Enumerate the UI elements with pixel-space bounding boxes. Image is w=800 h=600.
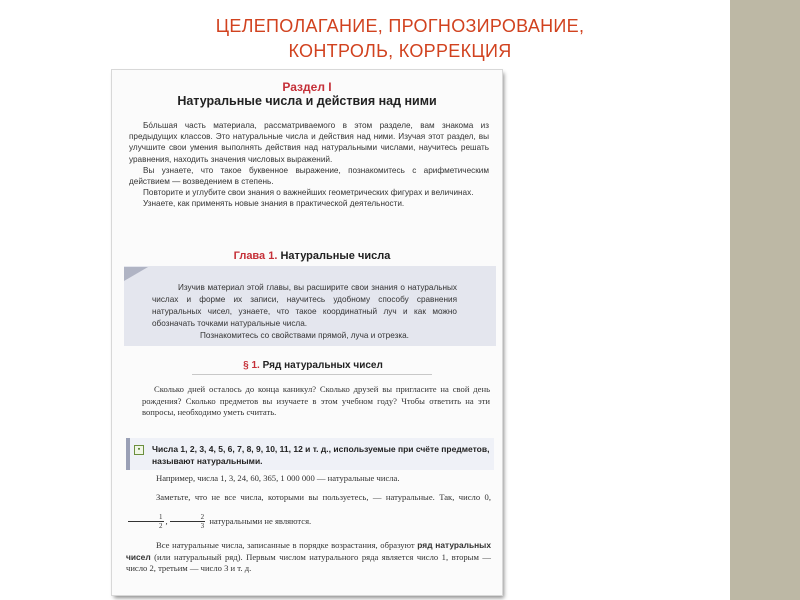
chapter-name: Натуральные числа	[280, 250, 391, 262]
fraction-two-thirds: $\frac{2}{3}$	[170, 513, 206, 530]
paragraph-name: Ряд натуральных чисел	[262, 360, 383, 371]
slide-title	[170, 14, 630, 64]
paragraph-number: § 1.	[243, 360, 260, 371]
section-label: Раздел I	[282, 80, 332, 94]
slide-title-line1: ЦЕЛЕПОЛАГАНИЕ, ПРОГНОЗИРОВАНИЕ,	[215, 16, 585, 36]
book-icon: ▪	[134, 445, 144, 455]
example-line: Например, числа 1, 3, 24, 60, 365, 1 000 000 — натуральные числа.	[156, 473, 400, 483]
textbook-page	[112, 70, 502, 595]
chapter-intro-paragraph: Познакомитесь со свойствами прямой, луча и отрезка.	[200, 331, 409, 340]
section-intro	[129, 120, 489, 210]
section-title: Натуральные числа и действия над ними	[177, 94, 437, 108]
definition-bar	[126, 438, 130, 470]
side-panel	[730, 0, 800, 600]
examples-text	[126, 473, 491, 531]
paragraph-heading	[138, 360, 488, 371]
natural-row-term: ряд натуральных чисел	[126, 540, 491, 562]
paragraph-underline	[192, 374, 432, 375]
example-line-fractions: Заметьте, что не все числа, которыми вы пользуетесь, — натуральные. Так, число 0, $\frac{1}{2}$ , $\frac{2}{3}$ натуральными не являются.	[126, 485, 491, 509]
slide-title-line2: КОНТРОЛЬ, КОРРЕКЦИЯ	[288, 41, 512, 61]
intro-paragraph: Повторите и углубите свои знания о важнейших геометрических фигурах и величинах.	[143, 188, 474, 198]
intro-paragraph: Вы узнаете, что такое буквенное выражение, познакомитесь с арифметическим действием — возведением в степень.	[129, 165, 489, 187]
chapter-heading	[132, 250, 492, 262]
fraction-one-half: $\frac{1}{2}$	[128, 513, 164, 530]
definition-text: Числа 1, 2, 3, 4, 5, 6, 7, 8, 9, 10, 11, 12 и т. д., используемые при счёте предметов, называют натуральными.	[152, 444, 490, 466]
chapter-intro-paragraph: Изучив материал этой главы, вы расширите свои знания о натуральных числах и форме их записи, научитесь удобному способу сравнения натуральных чисел, узнаете, что такое координатный луч и как можно обозначать точками натуральные числа.	[152, 283, 457, 328]
intro-paragraph: Бо́льшая часть материала, рассматриваемого в этом разделе, вам знакома из предыдущих классов. Это натуральные числа и действия над ними. Изучая этот раздел, вы улучшите свои умения выполнять действия над натуральными числами, научитесь решать уравнения, находить значения числовых выражений.	[129, 121, 489, 164]
chapter-corner-marker	[124, 267, 148, 281]
example-text-end: натуральными не являются.	[209, 515, 312, 526]
example-text: Заметьте, что не все числа, которыми вы пользуетесь, — натуральные. Так, число 0,	[156, 491, 491, 502]
chapter-number: Глава 1.	[233, 250, 278, 262]
natural-row-text: Все натуральные числа, записанные в порядке возрастания, образуют ряд натуральных чисел (или натуральный ряд). Первым числом натурального ряда является число 1, вторым — число 2, третьим — число 3 и т. д.	[126, 540, 491, 574]
intro-paragraph: Узнаете, как применять новые знания в практической деятельности.	[143, 199, 405, 209]
chapter-intro-text	[152, 282, 457, 342]
question-text: Сколько дней осталось до конца каникул? Сколько друзей вы пригласите на свой день рождения? Сколько предметов вы изучаете в этом учебном году? Чтобы ответить на эти вопросы, необходимо уметь считать.	[142, 384, 490, 418]
